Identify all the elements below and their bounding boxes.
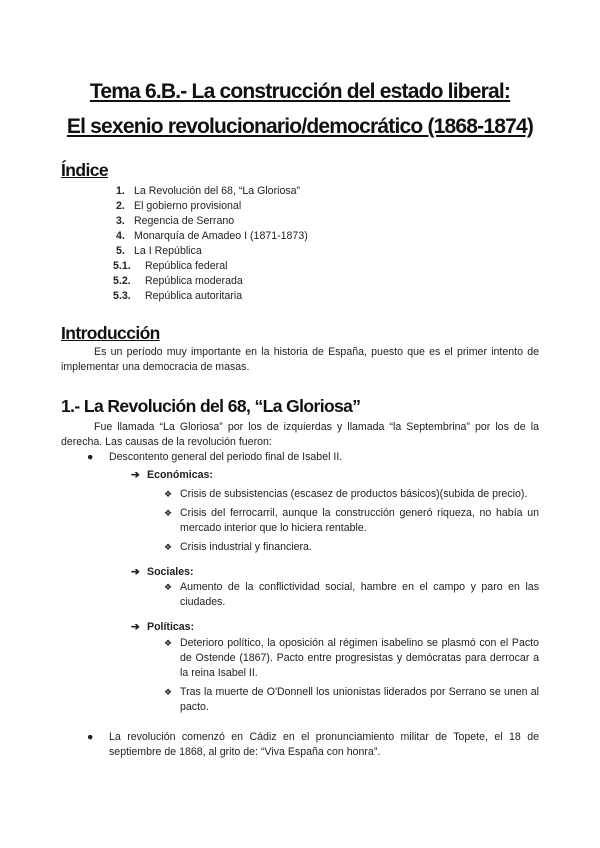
indice-heading: Índice [61,160,108,180]
arrow-icon: ➔ [131,566,140,578]
diamond-item [164,540,539,555]
bullet-text: Descontento general del periodo final de Isabel II. [109,451,343,463]
toc-text: República moderada [145,275,243,287]
toc-number: 2. [116,200,125,212]
item-text: Crisis del ferrocarril, aunque la construcción generó riqueza, no había un mercado interior que lo hiciera rentable. [180,507,539,534]
toc-number: 5. [116,245,125,257]
category-label: Económicas: [147,469,213,481]
arrow-item [131,468,539,483]
document-title-line-1: Tema 6.B.- La construcción del estado liberal: [89,80,511,103]
bullet-text: La revolución comenzó en Cádiz en el pronunciamiento militar de Topete, el 18 de septiembre de 1868, al grito de: “Viva España con honra”. [109,731,539,758]
document-title-line-2: El sexenio revolucionario/democrático (1868-1874) [66,115,534,138]
toc-subitem [61,274,539,289]
toc-text: El gobierno provisional [134,200,242,212]
toc-text: La I República [134,245,202,257]
toc-text: República federal [145,260,228,272]
diamond-icon: ❖ [164,508,173,518]
toc-item [61,244,539,259]
diamond-item [164,487,539,502]
toc-number: 5.1. [113,260,131,272]
toc-number: 1. [116,185,125,197]
intro-paragraph: Es un período muy importante en la historia de España, puesto que es el primer intento de implementar una democracia de masas. [61,346,539,373]
diamond-item [164,636,539,681]
toc-number: 4. [116,230,125,242]
toc-item [61,229,539,244]
intro-heading: Introducción [61,323,160,343]
item-text: Crisis de subsistencias (escasez de productos básicos)(subida de precio). [180,488,528,500]
arrow-icon: ➔ [131,621,140,633]
arrow-item [131,565,539,580]
category-label: Políticas: [147,621,195,633]
item-text: Tras la muerte de O'Donnell los unionistas liderados por Serrano se unen al pacto. [180,686,539,713]
toc-text: Monarquía de Amadeo I (1871-1873) [134,230,308,242]
toc-number: 5.2. [113,275,131,287]
toc-item [61,184,539,199]
section-1-heading: 1.- La Revolución del 68, “La Gloriosa” [61,396,361,416]
toc-text: La Revolución del 68, “La Gloriosa” [134,185,301,197]
toc-text: Regencia de Serrano [134,215,235,227]
diamond-item [164,685,539,715]
toc-number: 5.3. [113,290,131,302]
item-text: Crisis industrial y financiera. [180,541,312,553]
toc-subitem [61,259,539,274]
toc-item [61,199,539,214]
diamond-icon: ❖ [164,542,173,552]
toc-number: 3. [116,215,125,227]
bullet-icon: ● [87,451,94,463]
diamond-item [164,580,539,610]
section-1-paragraph: Fue llamada “La Gloriosa” por los de izquierdas y llamada “la Septembrina” por los de la derecha. Las causas de la revolución fueron: [61,421,539,448]
diamond-icon: ❖ [164,489,173,499]
bullet-item [87,730,539,760]
category-label: Sociales: [147,566,194,578]
item-text: Deterioro político, la oposición al régimen isabelino se plasmó con el Pacto de Ostende (1867). Pacto entre progresistas y demócratas para derrocar a la reina Isabel II. [180,637,539,679]
bullet-item [87,450,539,465]
diamond-item [164,506,539,536]
arrow-item [131,620,539,635]
arrow-icon: ➔ [131,469,140,481]
diamond-icon: ❖ [164,687,173,697]
item-text: Aumento de la conflictividad social, hambre en el campo y paro en las ciudades. [180,581,539,608]
toc-text: República autoritaria [145,290,243,302]
toc-item [61,214,539,229]
diamond-icon: ❖ [164,582,173,592]
bullet-icon: ● [87,731,94,743]
table-of-contents [61,184,539,304]
diamond-icon: ❖ [164,638,173,648]
toc-subitem [61,289,539,304]
